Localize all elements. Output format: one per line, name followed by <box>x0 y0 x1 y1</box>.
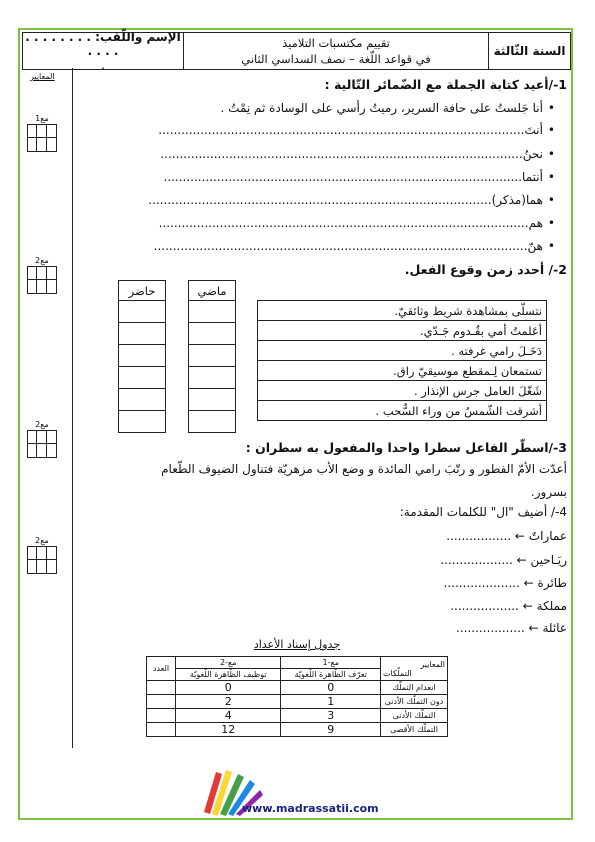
q4-word: طائرة <box>537 576 567 590</box>
table-row <box>147 709 448 723</box>
q2-sentence: أشرقت الشّمسُ من وراء السُّحب . <box>258 401 547 421</box>
answer-box[interactable] <box>189 301 236 323</box>
grading-row-label: التملّك الأدنى <box>381 709 448 723</box>
q1-pronoun: • أنتَ <box>524 123 555 137</box>
q2-sentence: تستمعان لِـمقطع موسيقيّ راق. <box>258 361 547 381</box>
arrow-icon: ← <box>523 576 534 590</box>
present-answer-boxes <box>118 300 166 433</box>
grading-cell: 12 <box>176 723 281 737</box>
grading-header-criteria: المعايير <box>420 659 445 669</box>
answer-box[interactable] <box>189 411 236 433</box>
grading-cell: 0 <box>176 681 281 695</box>
arrow-icon: ← <box>522 599 533 613</box>
table-row <box>147 681 448 695</box>
q3-text-line1[interactable]: أعدّت الأمّ الفطور و رتّبَ رامي المائدة و وضع الأب مزهريّة فتناول الضيوف الطّعام <box>161 462 567 476</box>
footer-site-link[interactable]: www.madrassatii.com <box>242 802 379 815</box>
exam-title-line2: في قواعد اللّغة – نصف السداسي الثاني <box>241 52 431 66</box>
arrow-icon: ← <box>514 529 525 543</box>
criterion-label: مع1 <box>35 114 49 123</box>
criterion-label: مع2 <box>35 256 49 265</box>
q4-item[interactable] <box>440 553 567 567</box>
grading-cell: 4 <box>176 709 281 723</box>
q2-sentence: أعَلمتُ أمي بقُـدوم جَـدّي. <box>258 321 547 341</box>
grading-header-m1: مع-1 <box>281 657 381 669</box>
grading-cell: 2 <box>176 695 281 709</box>
criteria-header: المعايير <box>30 72 55 81</box>
col-header-past: ماضي <box>188 280 236 301</box>
q1-pronoun: • نحنُ <box>523 147 555 161</box>
answer-box[interactable] <box>119 389 166 411</box>
q4-item[interactable] <box>444 576 567 590</box>
name-dots: . <box>101 58 105 72</box>
grading-header-corner <box>381 657 448 681</box>
answer-dots: ................... <box>440 553 513 567</box>
q2-sentence: نتسلّى بمشاهدة شريط وثائقيّ. <box>258 301 547 321</box>
q2-sentence: دَخَـلَ رامي غرفته . <box>258 341 547 361</box>
criterion-label: مع2 <box>35 536 49 545</box>
q3-title: 3-/اسطّر الفاعل سطرا واحدا والمفعول به سطران : <box>245 440 567 455</box>
grading-header-m1-sub: تعرّف الظّاهرة اللّغويّة <box>281 669 381 681</box>
grading-table-title: جدول إسناد الأعداد <box>253 638 341 651</box>
exam-title-line1: تقييم مكتسبات التلاميذ <box>282 36 390 50</box>
answer-dots: .................. <box>456 621 525 635</box>
q1-pronoun: • هم <box>529 216 555 230</box>
grade-level: السنة الثّالثة <box>488 33 570 69</box>
q4-item[interactable] <box>450 599 567 613</box>
score-grid <box>27 124 57 152</box>
answer-box[interactable] <box>189 323 236 345</box>
q1-item[interactable] <box>154 239 555 253</box>
grading-cell: 0 <box>281 681 381 695</box>
grading-header-m2-sub: توظيف الظّاهرة اللّغويّة <box>176 669 281 681</box>
grading-row-label: انعدام التملّك <box>381 681 448 695</box>
answer-box[interactable] <box>119 301 166 323</box>
answer-box[interactable] <box>119 367 166 389</box>
answer-box[interactable] <box>189 367 236 389</box>
q4-word: مملكة <box>536 599 567 613</box>
answer-dots: .................. <box>450 599 519 613</box>
grading-cell: 9 <box>281 723 381 737</box>
arrow-icon: ← <box>516 553 527 567</box>
score-grid <box>27 546 57 574</box>
grading-row-label: التملّك الأقصى <box>381 723 448 737</box>
answer-dots: ................................................................................................. <box>158 216 529 230</box>
q1-item[interactable] <box>148 193 555 207</box>
q1-title: 1-/أعيد كتابة الجملة مع الضّمائر التّالية : <box>324 77 567 92</box>
arrow-icon: ← <box>528 621 539 635</box>
grading-cell: 1 <box>281 695 381 709</box>
criterion-label: مع2 <box>35 420 49 429</box>
q1-pronoun: • هما(مذكر) <box>492 193 555 207</box>
answer-box[interactable] <box>189 389 236 411</box>
answer-dots: .............................................................................................. <box>163 170 523 184</box>
grading-table <box>146 656 448 737</box>
answer-box[interactable] <box>119 323 166 345</box>
answer-box[interactable] <box>119 345 166 367</box>
q1-model-sentence: • أنا جَلستُ على حافة السرير، رميتُ رأسي على الوسادة ثم نِمْتُ . <box>221 101 555 115</box>
q4-title: 4-/ أضيف "ال" للكلمات المقدمة: <box>399 505 567 519</box>
q4-word: عماراتٌ <box>528 529 567 543</box>
answer-box[interactable] <box>119 411 166 433</box>
q1-item[interactable] <box>159 216 555 230</box>
answer-dots: ............................................................................................... <box>160 147 523 161</box>
col-header-present: حاضر <box>118 280 166 301</box>
criteria-column <box>22 68 73 748</box>
grading-cell: 3 <box>281 709 381 723</box>
exam-title <box>183 33 488 69</box>
grading-header-score: العدد <box>147 657 176 681</box>
q1-item[interactable] <box>160 147 555 161</box>
q2-sentence: شَغّلَ العامل جرس الإنذار . <box>258 381 547 401</box>
score-grid <box>27 430 57 458</box>
grading-header-mastery: التملّكات <box>383 668 412 678</box>
table-row <box>147 723 448 737</box>
q4-item[interactable] <box>446 529 567 543</box>
q1-item[interactable] <box>158 123 555 137</box>
q4-word: ريَـاحين <box>530 553 567 567</box>
grading-header-m2: مع-2 <box>176 657 281 669</box>
q3-text-line2[interactable]: بسرور. <box>530 485 567 499</box>
name-field[interactable] <box>23 30 183 72</box>
table-row <box>147 695 448 709</box>
answer-dots: .................... <box>443 576 520 590</box>
answer-dots: .......................................................................................... <box>148 193 492 207</box>
q1-item[interactable] <box>163 170 555 184</box>
answer-dots: ................................................................................................ <box>158 123 525 137</box>
q2-sentences-table <box>257 300 547 421</box>
answer-dots: ................. <box>446 529 512 543</box>
answer-dots: .................................................................................................. <box>153 239 528 253</box>
answer-box[interactable] <box>189 345 236 367</box>
q4-item[interactable] <box>456 621 567 635</box>
q4-word: عائلة <box>542 621 567 635</box>
grading-row-label: دون التملّك الأدنى <box>381 695 448 709</box>
q2-title: 2-/ أحدد زمن وقوع الفعل. <box>404 262 567 277</box>
past-answer-boxes <box>188 300 236 433</box>
q1-pronoun: • هنّ <box>527 239 555 253</box>
exam-header <box>22 32 571 70</box>
score-grid <box>27 266 57 294</box>
name-label: الإسم واللّقب: . . . . . . . . . . . . <box>25 30 181 58</box>
q1-pronoun: • أنتما <box>522 170 555 184</box>
